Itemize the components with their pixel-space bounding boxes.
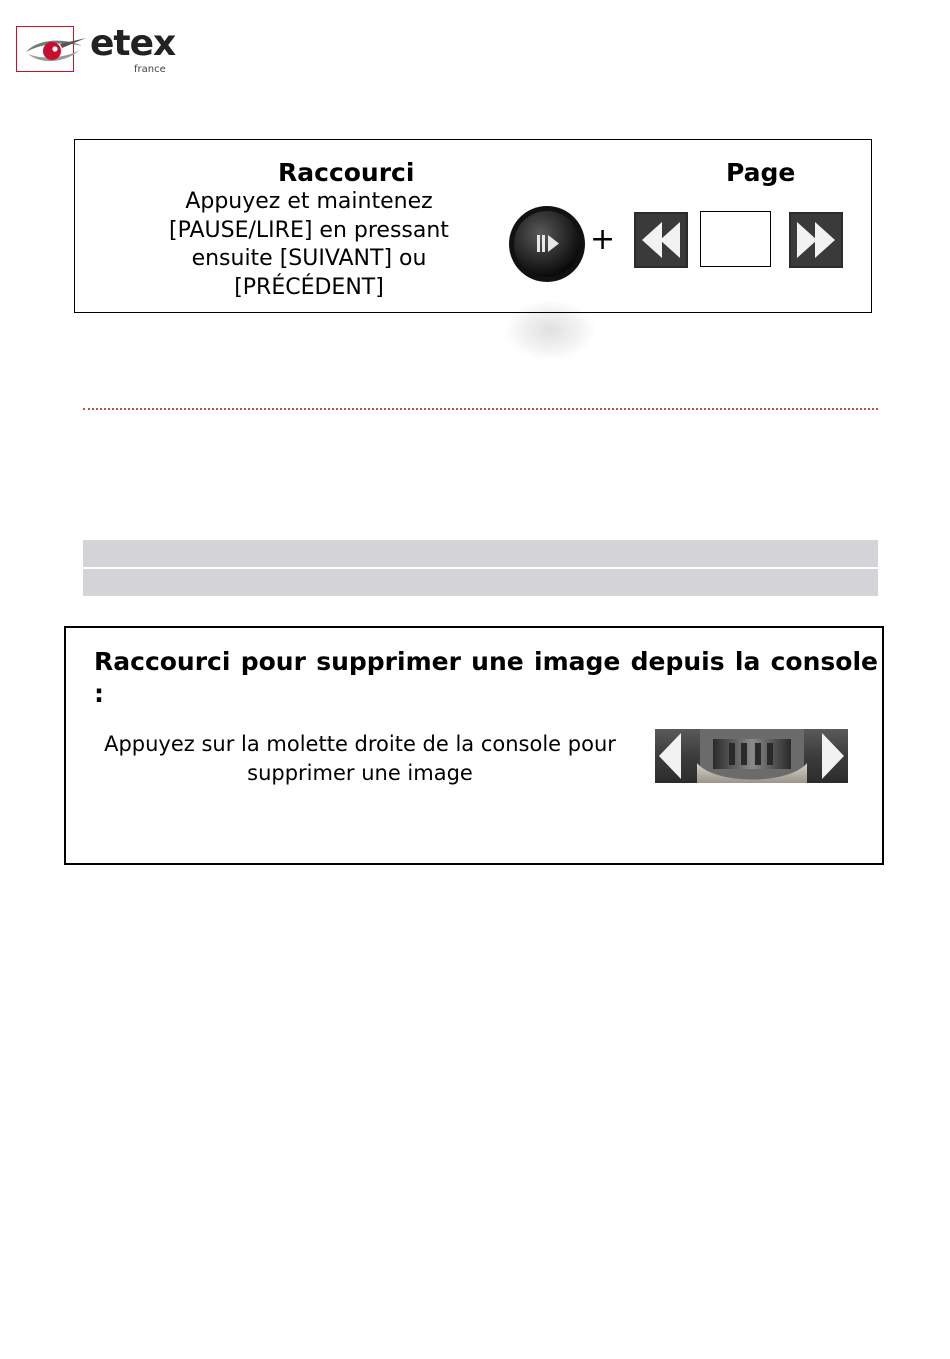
delete-shortcut-instruction: Appuyez sur la molette droite de la console pour supprimer une image: [104, 732, 616, 785]
logo-subtitle: france: [134, 64, 166, 75]
fast-forward-button-icon: [789, 212, 843, 268]
shortcut-instruction: Appuyez et maintenez [PAUSE/LIRE] en pressant ensuite [SUIVANT] ou [PRÉCÉDENT]: [169, 189, 449, 300]
rewind-button-icon: [634, 212, 688, 268]
etex-logo: [12, 14, 178, 82]
page-display-box: [700, 211, 771, 267]
eye-logo-icon: [22, 36, 88, 66]
shortcut-title: Raccourci: [278, 158, 415, 187]
logo-wordmark: etex: [90, 23, 176, 64]
button-glow: [505, 300, 595, 360]
pause-play-button-icon: [508, 205, 586, 283]
scroll-wheel-icon: [655, 729, 848, 783]
dotted-separator: [83, 408, 878, 410]
gray-bar: [83, 540, 878, 567]
gray-bar: [83, 569, 878, 596]
plus-sign: +: [590, 222, 616, 257]
page-label: Page: [726, 158, 796, 187]
delete-shortcut-title: Raccourci pour supprimer une image depuis la console :: [94, 647, 878, 708]
